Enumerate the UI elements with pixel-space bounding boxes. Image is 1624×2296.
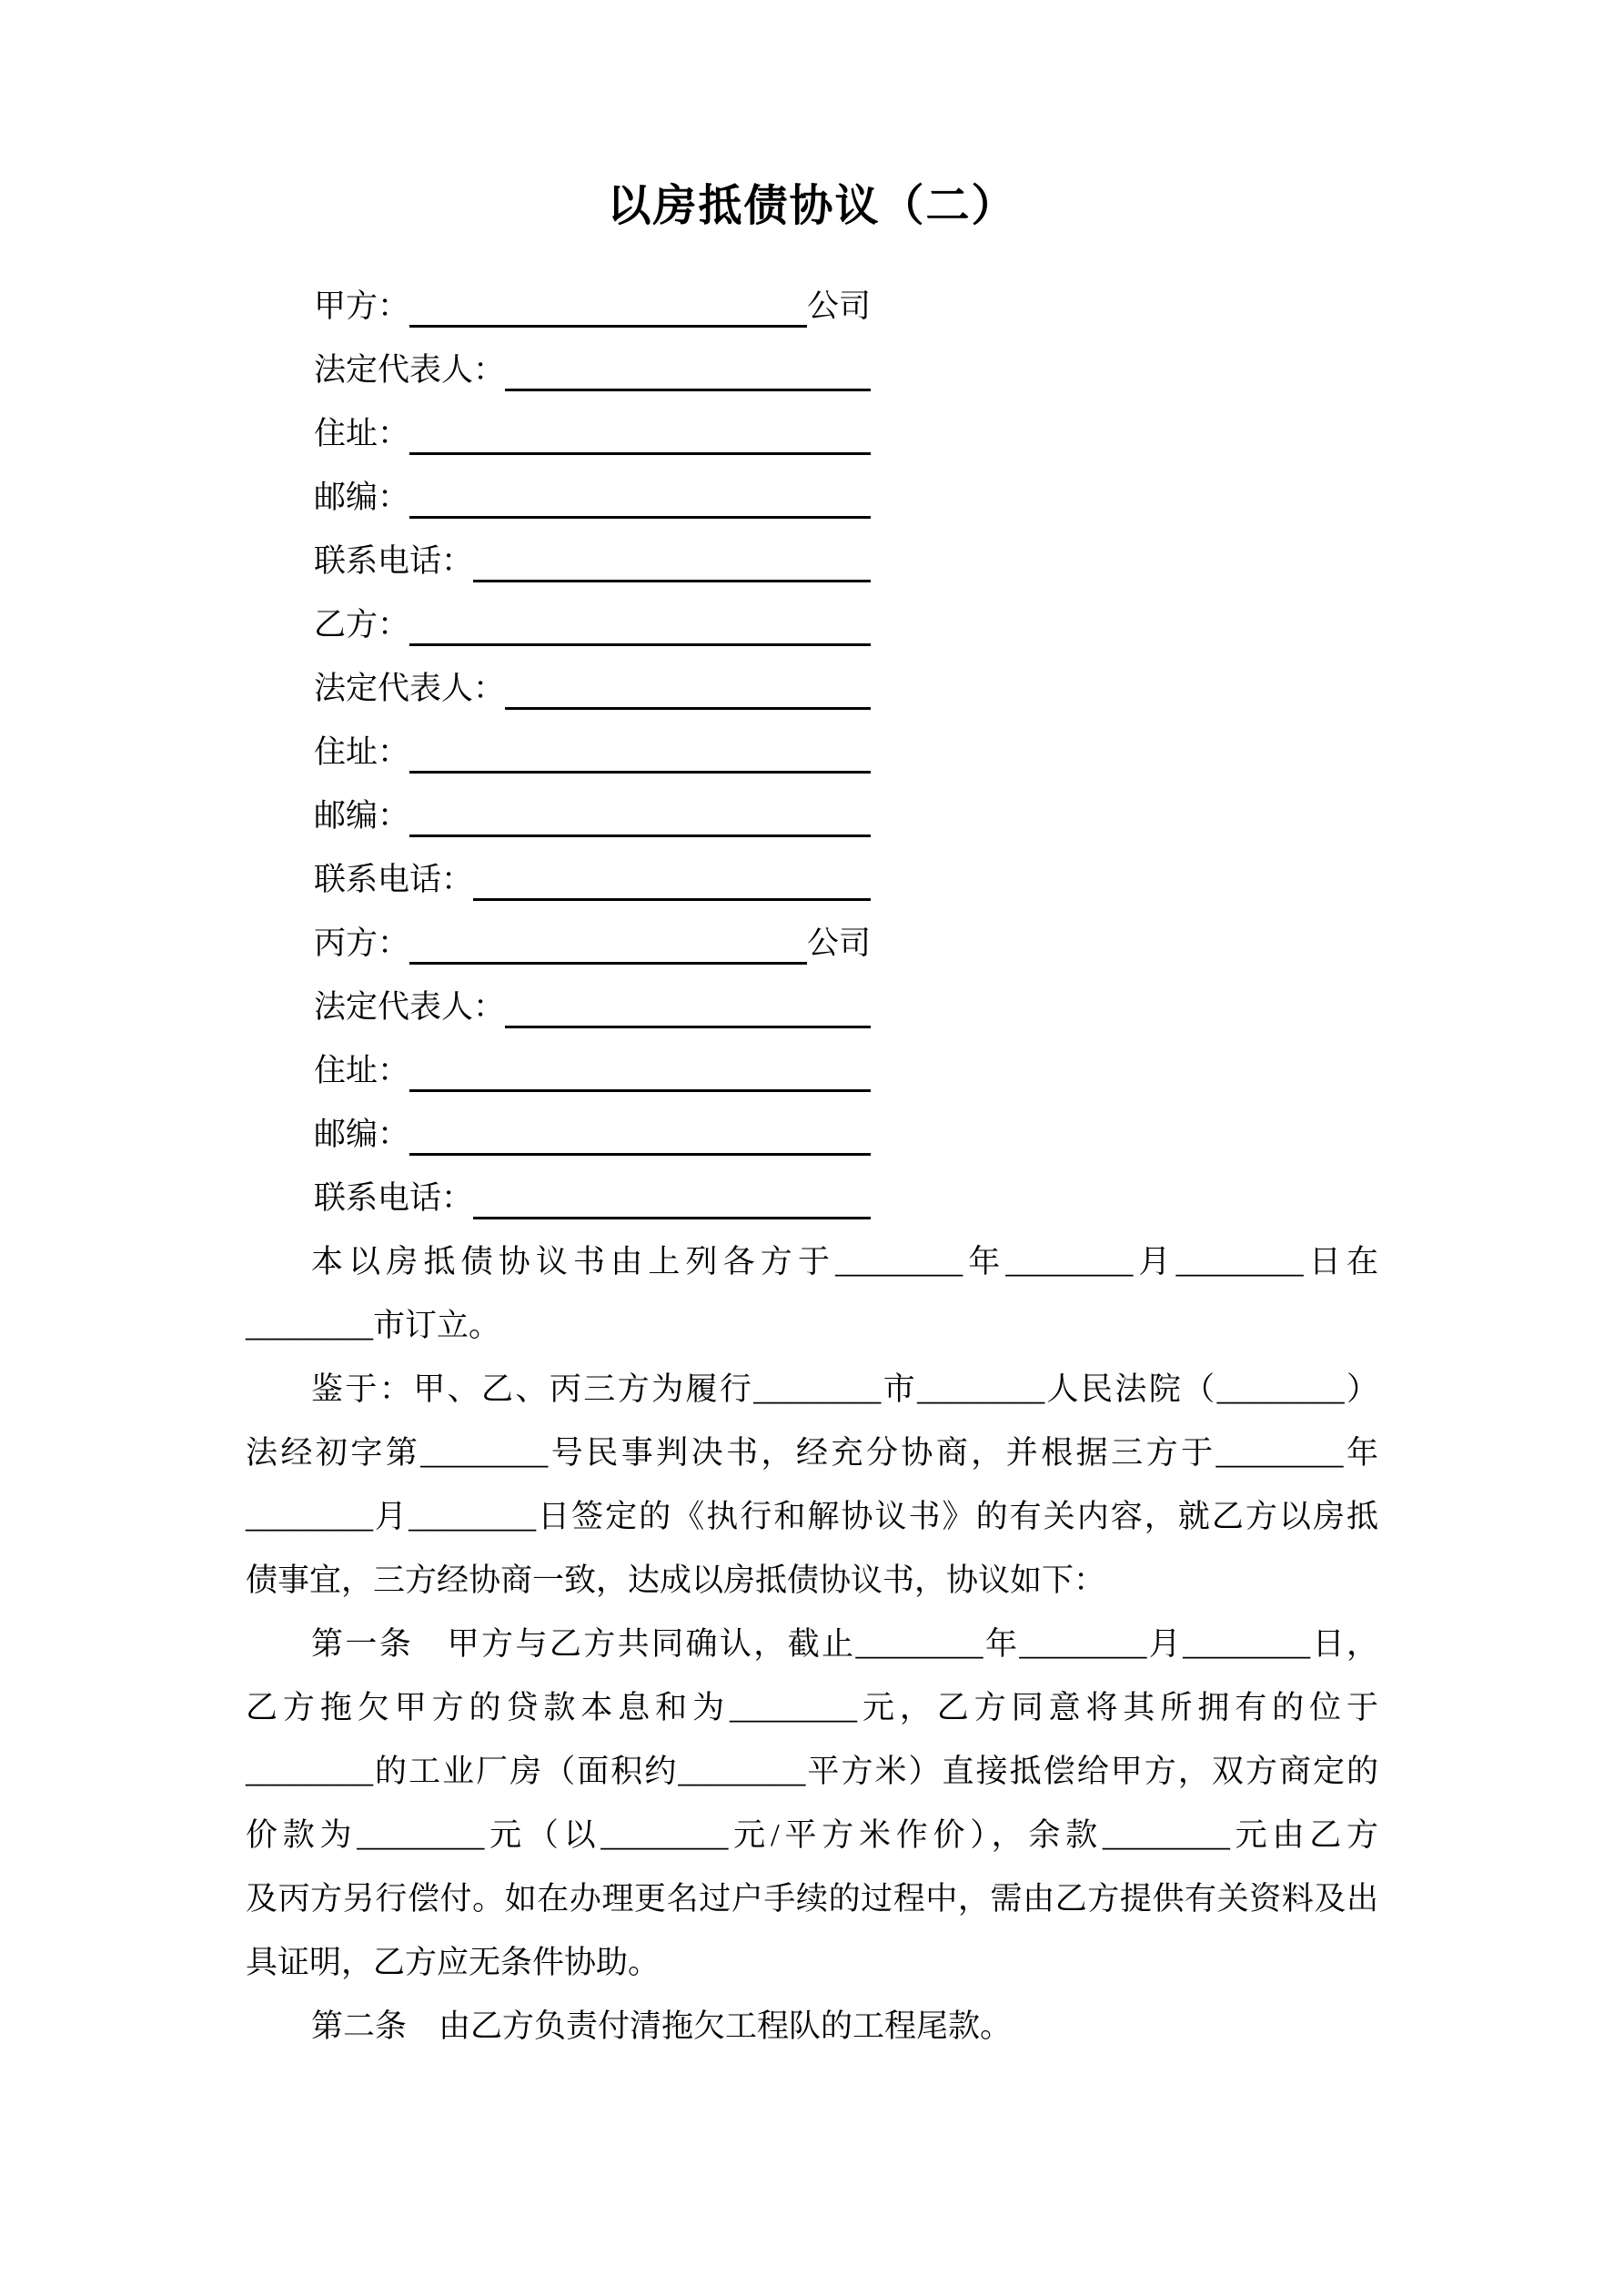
form-row-party-c-legal-rep (314, 976, 871, 1039)
field-label-postcode: 邮编： (314, 1117, 410, 1152)
blank-underline (409, 593, 871, 646)
field-label-party-a: 甲方： (314, 288, 410, 324)
form-row-party-b-phone (314, 848, 871, 912)
form-row-party-b-address (314, 721, 871, 784)
field-label-legal-rep: 法定代表人： (314, 989, 506, 1025)
form-row-party-a-phone (314, 530, 871, 593)
form-row-party-c-address (314, 1039, 871, 1103)
agreement-line: ________市订立。 (246, 1308, 501, 1343)
field-suffix-company: 公司 (806, 288, 871, 324)
field-label-legal-rep: 法定代表人： (314, 352, 506, 388)
field-label-address: 住址： (314, 416, 410, 451)
field-label-party-b: 乙方： (314, 607, 410, 642)
field-label-phone: 联系电话： (314, 862, 474, 897)
blank-underline (409, 275, 807, 328)
blank-underline (505, 657, 871, 710)
document-title: 以房抵债协议（二） (607, 182, 1017, 230)
blank-underline (473, 848, 871, 901)
field-label-address: 住址： (314, 734, 410, 770)
form-row-party-b (314, 593, 871, 657)
form-row-party-a-address (314, 402, 871, 466)
agreement-line: ________月________日签定的《执行和解协议书》的有关内容，就乙方以房抵 (246, 1499, 1378, 1534)
form-row-party-c (314, 912, 871, 976)
agreement-line: 本以房抵债协议书由上列各方于________年________月________日在 (311, 1244, 1378, 1279)
blank-underline (505, 976, 871, 1028)
field-label-address: 住址： (314, 1053, 410, 1088)
blank-underline (409, 912, 807, 965)
blank-underline (409, 1103, 871, 1156)
blank-underline (409, 466, 871, 519)
agreement-line-article-2: 第二条 由乙方负责付清拖欠工程队的工程尾款。 (311, 2008, 1013, 2044)
agreement-line-article-1: 第一条 甲方与乙方共同确认，截止________年________月________日， (311, 1626, 1378, 1662)
form-row-party-b-legal-rep (314, 657, 871, 721)
blank-underline (409, 784, 871, 837)
agreement-line: 具证明，乙方应无条件协助。 (246, 1945, 661, 1980)
party-info-block (314, 275, 1378, 1230)
agreement-line: 乙方拖欠甲方的贷款本息和为________元，乙方同意将其所拥有的位于 (246, 1690, 1378, 1725)
agreement-line: 价款为________元（以________元/平方米作价），余款________元由乙方 (246, 1817, 1378, 1853)
blank-underline (409, 1039, 871, 1092)
blank-underline (505, 339, 871, 391)
agreement-line: 债事宜，三方经协商一致，达成以房抵债协议书，协议如下： (246, 1563, 1106, 1598)
agreement-line: ________的工业厂房（面积约________平方米）直接抵偿给甲方，双方商定的 (246, 1754, 1378, 1789)
field-label-legal-rep: 法定代表人： (314, 671, 506, 706)
agreement-line: 法经初字第________号民事判决书，经充分协商，并根据三方于________年 (246, 1435, 1378, 1471)
agreement-line: 及丙方另行偿付。如在办理更名过户手续的过程中，需由乙方提供有关资料及出 (246, 1881, 1378, 1917)
form-row-party-a-legal-rep (314, 339, 871, 402)
agreement-line: 鉴于：甲、乙、丙三方为履行________市________人民法院（________） (311, 1371, 1378, 1407)
form-row-party-a (314, 275, 871, 339)
blank-underline (473, 1167, 871, 1219)
agreement-body (246, 1230, 1378, 2058)
form-row-party-c-phone (314, 1167, 871, 1230)
blank-underline (409, 402, 871, 455)
field-label-party-c: 丙方： (314, 925, 410, 961)
blank-underline (473, 530, 871, 582)
field-label-postcode: 邮编： (314, 480, 410, 515)
form-row-party-b-postcode (314, 784, 871, 848)
blank-underline (409, 721, 871, 774)
form-row-party-a-postcode (314, 466, 871, 530)
field-label-postcode: 邮编： (314, 798, 410, 834)
field-label-phone: 联系电话： (314, 543, 474, 579)
field-label-phone: 联系电话： (314, 1180, 474, 1216)
form-row-party-c-postcode (314, 1103, 871, 1167)
field-suffix-company: 公司 (806, 925, 871, 961)
